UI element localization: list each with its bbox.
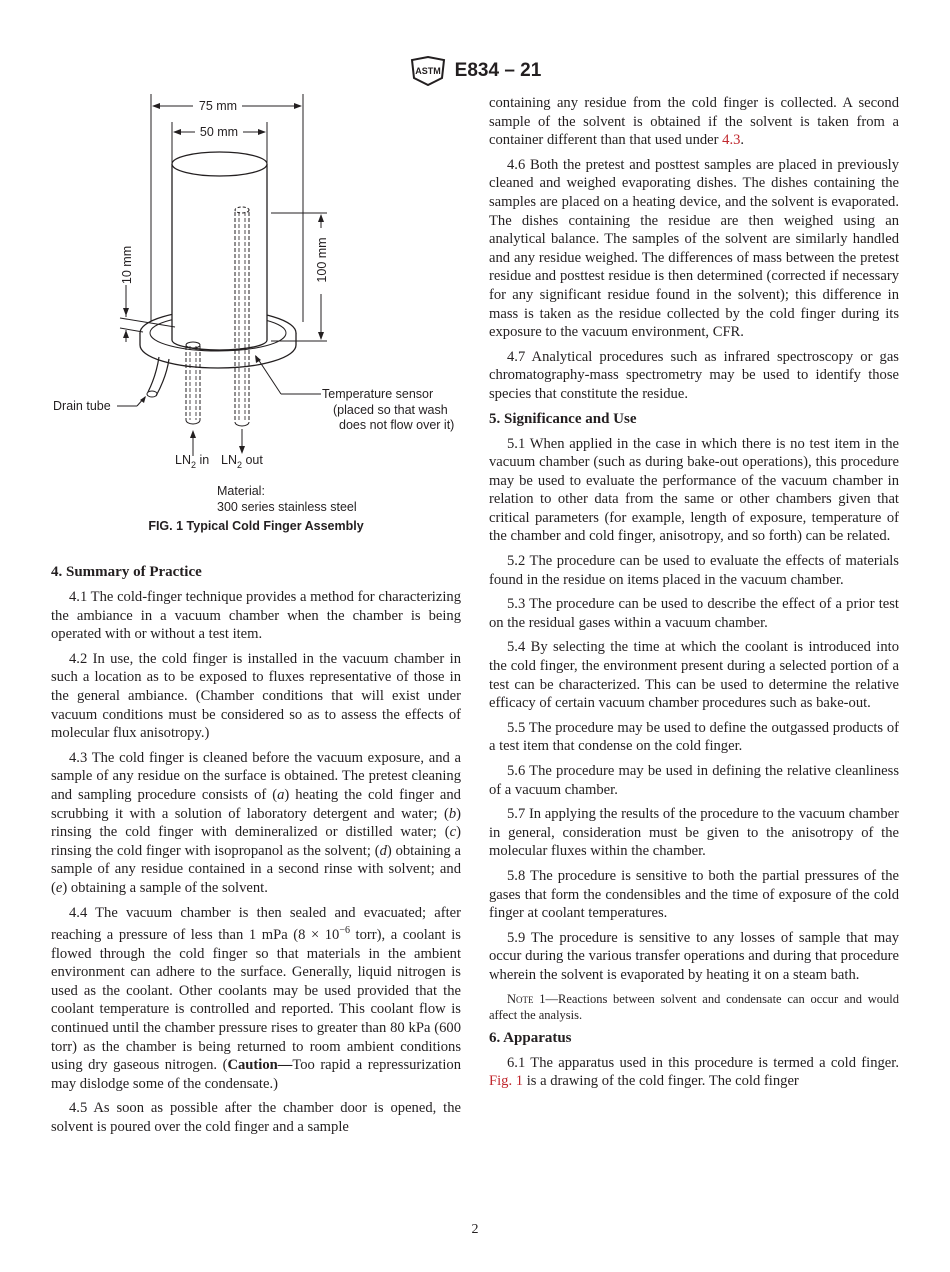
temperature-sensor-note-1: (placed so that wash [333, 403, 448, 417]
note-1: Note 1—Reactions between solvent and condensate can occur and would affect the analysis. [489, 991, 899, 1022]
temperature-sensor-label: Temperature sensor [322, 387, 434, 401]
ln2-in-label: $LN_2$ in [175, 453, 210, 470]
paragraph-5-4: 5.4 By selecting the time at which the coolant is introduced into the cold finger, the environment present during a selected portion of a test can be characterized. This can be used to determine the relative efficacy of certain vacuum chamber procedures such as bake-out. [489, 639, 899, 712]
document-number: E834 – 21 [454, 60, 542, 81]
dim-75-label: 75 mm [198, 99, 238, 113]
astm-logo-letters: ASTM [414, 66, 441, 76]
figure-cold-finger [45, 92, 470, 547]
paragraph-6-1: 6.1 The apparatus used in this procedure is termed a cold finger. Fig. 1 is a drawing of the cold finger. The cold finger [489, 1054, 899, 1090]
ln2-out-label: $LN_2$ out [221, 453, 263, 470]
paragraph-4-1: 4.1 The cold-finger technique provides a method for characterizing the ambiance in a vacuum chamber when the chamber is being operated with or without a test item. [51, 589, 461, 643]
dim-10-label: 10 mm [120, 245, 134, 285]
paragraph-5-6: 5.6 The procedure may be used in defining the relative cleanliness of a vacuum chamber. [489, 763, 899, 798]
section-4-heading: 4. Summary of Practice [51, 564, 202, 580]
material-value: 300 series stainless steel [217, 500, 357, 514]
paragraph-5-3: 5.3 The procedure can be used to describe the effect of a prior test on the residual gases within a vacuum chamber. [489, 596, 899, 631]
paragraph-5-8: 5.8 The procedure is sensitive to both the partial pressures of the gases that form the condensibles and the time of exposure of the cold finger at coolant temperatures. [489, 867, 899, 922]
section-4-3-link[interactable]: 4.3 [722, 132, 741, 149]
dim-100-label: 100 mm [315, 237, 329, 283]
paragraph-4-4: 4.4 The vacuum chamber is then sealed and evacuated; after reaching a pressure of less than 1 mPa ($8 \times 10^{-6}$ torr), a coolant is flowed through the cold finger so that materials in the ambient environment can adhere to the surface. Generally, liquid nitrogen is used as the coolant. Other coolants may be used provided that the coolant temperature is controlled and reported. This coolant flow is continued until the chamber pressure rises to greater than 80 kPa (600 torr) as the chamber is being returned to room ambient conditions using dry gaseous nitrogen. (Caution—Too rapid a repressurization may dislodge some of the condensate.) [51, 904, 461, 1092]
right-column [489, 94, 899, 1097]
paragraph-5-7: 5.7 In applying the results of the procedure to the vacuum chamber in general, consideration must be given to the anisotropy of the molecular fluxes within the chamber. [489, 806, 899, 860]
paragraph-4-5: 4.5 As soon as possible after the chamber door is opened, the solvent is poured over the cold finger and a sample [51, 1100, 461, 1135]
cold-finger-drawing [45, 92, 470, 547]
figure-caption: FIG. 1 Typical Cold Finger Assembly [148, 519, 364, 533]
paragraph-4-7: 4.7 Analytical procedures such as infrared spectroscopy or gas chromatography-mass spectrometry may be used to identify those species that constitute the residue. [489, 348, 899, 402]
figure-1-link[interactable]: Fig. 1 [489, 1073, 524, 1090]
paragraph-5-1: 5.1 When applied in the case in which there is no test item in the vacuum chamber (such as during bake-out operations), this procedure may be used to evaluate the performance of the vacuum chamber in relation to other data from the same or other chambers given that critical parameters (for example, length of exposure, temperature of the chamber and cold finger, anisotropy, and so forth) can be related. [489, 435, 899, 545]
paragraph-4-2: 4.2 In use, the cold finger is installed in the vacuum chamber in such a location as to be exposed to fluxes representative of those in the general ambiance. (Chamber conditions that will exist under vacuum conditions must be considered so as to assess the effects of molecular flux anisotropy.) [51, 650, 461, 742]
page-header [0, 56, 950, 86]
paragraph-5-2: 5.2 The procedure can be used to evaluate the effects of materials found in the residue on items placed in the vacuum chamber. [489, 553, 899, 588]
astm-logo-icon [409, 56, 447, 86]
paragraph-4-5-continued: containing any residue from the cold finger is collected. A second sample of the solvent is obtained if the solvent is taken from a container different than that used under 4.3. [489, 95, 899, 149]
paragraph-4-3: 4.3 The cold finger is cleaned before the vacuum exposure, and a sample of any residue on the surface is obtained. The pretest cleaning and sampling procedure consists of (a) heating the cold finger and scrubbing it with a solution of laboratory detergent and water; (b) rinsing the cold finger with demineralized or distilled water; (c) rinsing the cold finger with isopropanol as the solvent; (d) obtaining a sample of any residue contained in a second rinse with solvent; and (e) obtaining a sample of the solvent. [51, 749, 461, 896]
paragraph-4-6: 4.6 Both the pretest and posttest samples are placed in previously cleaned and weighed evaporating dishes. The dishes containing the samples are placed on a heating device, and the solvent is evaporated. The dishes containing the residue are then weighed using an analytical balance. The samples of the solvent are similarly handled and any residue weighed. The differences of mass between the pretest residue and posttest residue is then determined (corrected if necessary for any significant residue found in the solvent); this difference in mass is taken as the residue collected by the cold finger during its exposure to the vacuum environment, CFR. [489, 156, 899, 341]
dim-50-label: 50 mm [199, 125, 239, 139]
left-column [51, 563, 461, 1142]
paragraph-5-9: 5.9 The procedure is sensitive to any losses of sample that may occur during the various transfer operations and during that procedure wherein the solvent is evaporated by heating it on a steam bath. [489, 929, 899, 983]
drain-tube-label: Drain tube [53, 399, 111, 413]
material-label: Material: [217, 484, 265, 498]
page-number: 2 [471, 1222, 479, 1237]
temperature-sensor-note-2: does not flow over it) [339, 418, 455, 432]
section-6-heading: 6. Apparatus [489, 1029, 572, 1046]
section-5-heading: 5. Significance and Use [489, 410, 637, 427]
paragraph-5-5: 5.5 The procedure may be used to define the outgassed products of a test item that condense on the cold finger. [489, 719, 899, 755]
